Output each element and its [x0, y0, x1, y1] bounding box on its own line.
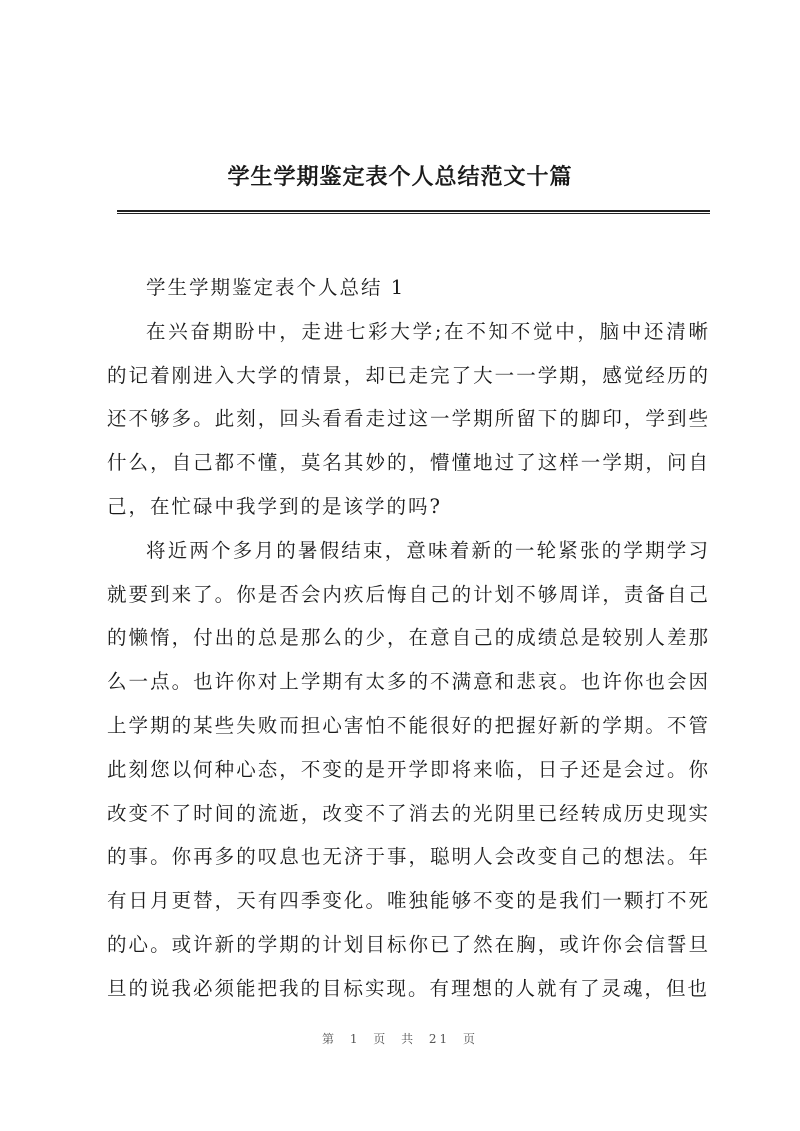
- page-footer: 第 1 页 共 21 页: [322, 1032, 478, 1046]
- page-title: 学生学期鉴定表个人总结范文十篇: [227, 164, 573, 190]
- document-body: [107, 266, 710, 1011]
- body-paragraph: 将近两个多月的暑假结束，意味着新的一轮紧张的学期学习就要到来了。你是否会内疚后悔自己的计划不够周详，责备自己的懒惰，付出的总是那么的少，在意自己的成绩总是较别人差那么一点。也许你对上学期有太多的不满意和悲哀。也许你也会因上学期的某些失败而担心害怕不能很好的把握好新的学期。不管此刻您以何种心态，不变的是开学即将来临，日子还是会过。你改变不了时间的流逝，改变不了消去的光阴里已经转成历史现实的事。你再多的叹息也无济于事，聪明人会改变自己的想法。年有日月更替，天有四季变化。唯独能够不变的是我们一颗打不死的心。或许新的学期的计划目标你已了然在胸，或许你会信誓旦旦的说我必须能把我的目标实现。有理想的人就有了灵魂，但也: [107, 538, 710, 1000]
- section-heading: 学生学期鉴定表个人总结 1: [146, 276, 406, 299]
- body-paragraph: 在兴奋期盼中，走进七彩大学;在不知不觉中，脑中还清晰的记着刚进入大学的情景，却已走完了大一一学期，感觉经历的还不够多。此刻，回头看看走过这一学期所留下的脚印，学到些什么，自己都不懂，莫名其妙的，懵懂地过了这样一学期，问自己，在忙碌中我学到的是该学的吗?: [107, 319, 710, 518]
- title-divider: [117, 210, 710, 214]
